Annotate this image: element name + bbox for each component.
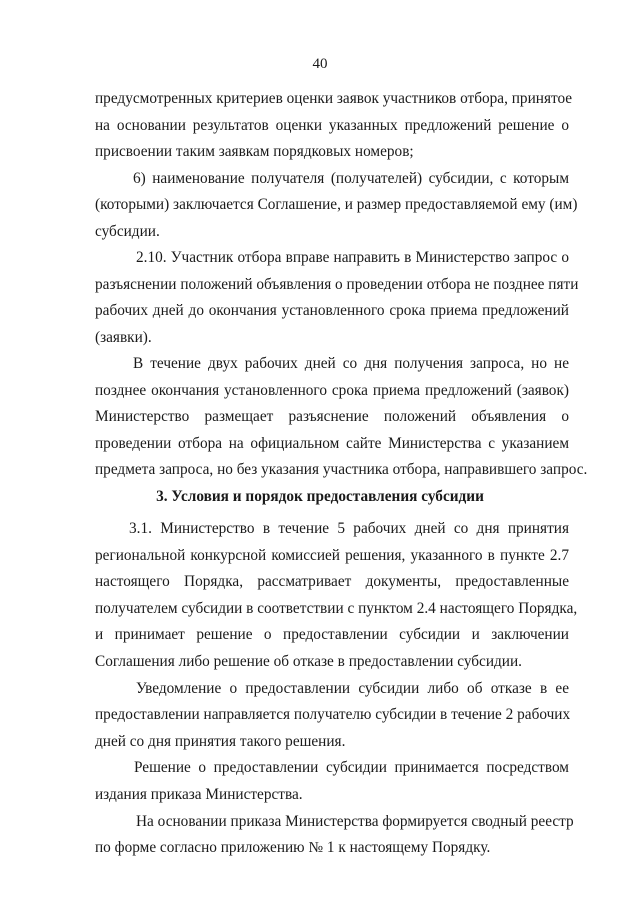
text-line: Соглашения либо решение об отказе в предоставлении субсидии. [95,653,523,670]
text-line: проведении отбора на официальном сайте Министерства с указанием [95,435,569,452]
text-line: присвоении таким заявкам порядковых номеров; [95,143,414,160]
text-line: Министерство размещает разъяснение положений объявления о [95,408,569,425]
text-line: рабочих дней до окончания установленного срока приема предложений [95,302,569,319]
section-heading: 3. Условия и порядок предоставления субсидии [156,488,484,505]
text-line: позднее окончания установленного срока приема предложений (заявок) [95,382,569,399]
text-line: (которыми) заключается Соглашение, и размер предоставляемой ему (им) [95,196,578,213]
text-line: Уведомление о предоставлении субсидии либо об отказе в ее [136,680,569,697]
text-line: предоставлении направляется получателю субсидии в течение 2 рабочих [95,706,571,723]
text-line: 6) наименование получателя (получателей) субсидии, с которым [133,170,569,187]
text-line: разъяснении положений объявления о проведении отбора не позднее пяти [95,276,579,293]
text-line: предмета запроса, но без указания участника отбора, направившего запрос. [95,461,588,478]
text-line: получателем субсидии в соответствии с пунктом 2.4 настоящего Порядка, [95,600,578,617]
text-line: На основании приказа Министерства формируется сводный реестр [136,813,574,830]
text-line: субсидии. [95,223,160,240]
text-line: дней со дня принятия такого решения. [95,733,346,750]
text-line: Решение о предоставлении субсидии принимается посредством [134,759,569,776]
text-line: настоящего Порядка, рассматривает документы, предоставленные [95,573,569,590]
text-line: предусмотренных критериев оценки заявок участников отбора, принятое [95,90,573,107]
text-line: В течение двух рабочих дней со дня получения запроса, но не [133,355,569,372]
text-line: (заявки). [95,329,152,346]
page-number: 40 [312,56,328,72]
text-line: издания приказа Министерства. [95,786,303,803]
text-line: 3.1. Министерство в течение 5 рабочих дней со дня принятия [129,520,569,537]
text-line: и принимает решение о предоставлении субсидии и заключении [95,626,569,643]
text-line: по форме согласно приложению № 1 к настоящему Порядку. [95,839,491,856]
text-line: региональной конкурсной комиссией решения, указанного в пункте 2.7 [95,547,569,564]
text-line: 2.10. Участник отбора вправе направить в Министерство запрос о [136,249,569,266]
text-line: на основании результатов оценки указанных предложений решение о [95,117,569,134]
